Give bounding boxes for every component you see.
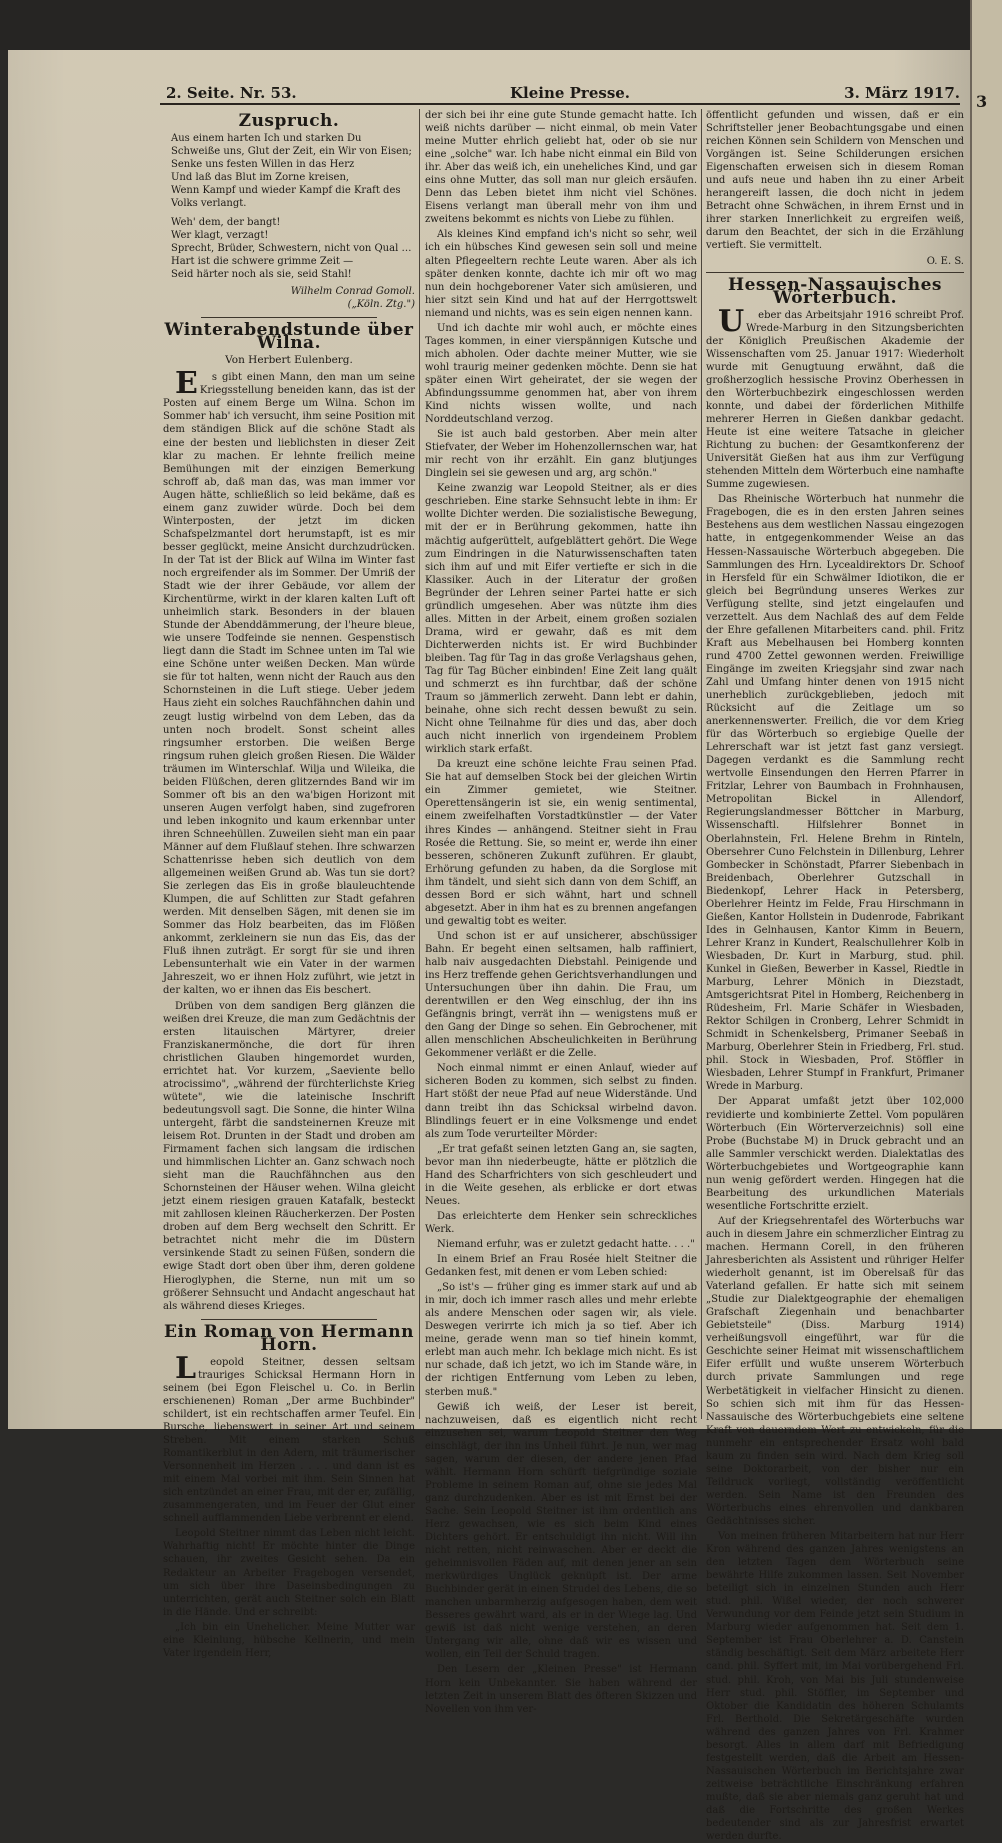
scan-top-background: [0, 0, 970, 50]
article-paragraph: Noch einmal nimmt er einen Anlauf, wieder auf sicheren Boden zu kommen, sich selbst zu finden. Hart stößt der neue Pfad auf neue Widerstände. Und dann treibt ihn das Schicksal wirbelnd davon. Blindlings feuert er in eine Volksmenge und endet als zum Tode verurteilter Mörder:: [425, 1063, 697, 1140]
column-3: [706, 109, 964, 1843]
poem-line: Schweiße uns, Glut der Zeit, ein Wir von Eisen;: [171, 146, 412, 158]
poem-line: Wer klagt, verzagt!: [171, 230, 269, 242]
article-paragraph: Auf der Kriegsehrentafel des Wörterbuchs war auch in diesem Jahre ein schmerzlicher Eintrag zu machen. Hermann Corell, in den früheren Jahresberichten als Assistent und rühriger Helfer wiederholt genannt, ist im Oberelsaß für das Vaterland gefallen. Er hatte sich mit seinem „Studie zur Dialektgeographie der ehemaligen Grafschaft Ziegenhain und benachbarter Gebietsteile" (Diss. Marburg 1914) verheißungsvoll eingeführt, war für die Geschichte seiner Heimat mit wissenschaftlichem Eifer erfüllt und wußte unserem Wörterbuch durch private Sammlungen und rege Werbetätigkeit in vielfacher Hinsicht zu dienen. So schien sich mit ihm für das Hessen-Nassauische des Wörterbuchgebiets eine seltene Kraft von dauerndem Wert zu entwickeln, für die nunmehr ein entsprechender Ersatz wohl bald kaum zu finden sein wird. Nach dem Krieg soll seine Doktorarbeit, von der bisher nur ein Teildruck vorliegt, vollständig veröffentlicht werden. Sein Name ist den Freunden des Wörterbuchs eines ehrenvollen und dankbaren Gedächtnisses sicher.: [706, 1215, 964, 1527]
poem-line: Seid härter noch als sie, seid Stahl!: [171, 269, 352, 281]
column-divider-1: [419, 109, 420, 1419]
header-rule: [160, 103, 960, 105]
article-paragraph: Als kleines Kind empfand ich's nicht so sehr, weil ich ein hübsches Kind gewesen sein soll und meine alten Pflegeeltern rechte Leute waren. Aber als ich später denken konnte, dachte ich mir oft wo mag nun dein hochgeborener Vater sich amüsieren, und hier sitzt sein Kind und hat auf der Herrgottswelt niemand und nichts, was es sein eigen nennen kann.: [425, 229, 697, 319]
article-paragraph: Und schon ist er auf unsicherer, abschüssiger Bahn. Er begeht einen seltsamen, halb raffiniert, halb naiv ausgedachten Diebstahl. Peinigende und ins Herz treffende gehen Gerichtsverhandlungen und Untersuchungen über ihn dahin. Die Frau, um derentwillen er den Weg einschlug, der ihn ins Gefängnis bringt, verrät ihn — wenigstens muß er den Gang der Dinge so sehen. Ein Gebrochener, mit allen menschlichen Abscheulichkeiten in Berührung Gekommener verläßt er die Zelle.: [425, 930, 697, 1060]
article-paragraph: Das erleichterte dem Henker sein schreckliches Werk.: [425, 1210, 697, 1235]
article-paragraph: Drüben von dem sandigen Berg glänzen die weißen drei Kreuze, die man zum Gedächtnis der ersten litauischen Märtyrer, dreier Franziskanermönche, die dort für ihren christlichen Glauben hingemordet wurden, errichtet hat. Vor kurzem, „Saeviente bello atrocissimo", „während der fürchterlichste Krieg wütete", wie die lateinische Inschrift bedeutungsvoll sagt. Die Sonne, die hinter Wilna untergeht, färbt die sandsteinernen Kreuze mit leisem Rot. Drunten in der Stadt und droben am Firmament fachen sich langsam die irdischen und himmlischen Lichter an. Ganz schwach noch sieht man die Rauchfähnchen aus den Schornsteinen der Häuser wehen. Wilna gleicht jetzt einem riesigen grauen Katafalk, besteckt mit zahllosen kleinen Räucherkerzen. Der Posten droben auf dem Berg wechselt den Schritt. Er betrachtet nicht mehr die im Düstern versinkende Stadt zu seinen Füßen, sondern die ewige Stadt dort oben über ihm, deren goldene Hieroglyphen, die Sterne, nun mit um so größerer Sehnsucht und Andacht angeschaut hat als während dieses Krieges.: [163, 1000, 415, 1312]
article-paragraph: Leopold Steitner nimmt das Leben nicht leicht. Wahrhaftig nicht! Er möchte hinter die Dinge schauen, ihr zweites Gesicht sehen. Da ein Redakteur an Arbeiter Fragebogen versendet, um sich über ihre Daseinsbedingungen zu unterrichten, gerät auch Steitner solch ein Blatt in die Hände. Und er schreibt:: [163, 1528, 415, 1618]
article-paragraph: Den Lesern der „Kleinen Presse" ist Hermann Horn kein Unbekannter. Sie haben während der letzten Zeit in unserem Blatt des öfteren Skizzen und Novellen von ihm ver-: [425, 1664, 697, 1715]
poem-line: Hart ist die schwere grimme Zeit —: [171, 256, 354, 268]
newspaper-title: Kleine Presse.: [510, 84, 631, 102]
poem-source: („Köln. Ztg."): [347, 299, 415, 311]
column-1: [163, 109, 415, 1659]
poem: [171, 132, 415, 281]
article-paragraph: Keine zwanzig war Leopold Steitner, als er dies geschrieben. Eine starke Sehnsucht lebte in ihm: Er wollte Dichter werden. Die sozialistische Bewegung, mit der er in Berührung gekommen, hatte ihn mächtig aufgerüttelt, aufgeblättert gehört. Die Wege zum Eindringen in die Naturwissenschaften taten sich ihm auf und mit Eifer vertiefte er sich in die Klassiker. Auch in der Literatur der großen Begründer der Lehren seiner Partei hatte er sich gründlich umgesehen. Aber was nützte ihm dies alles. Mitten in der Arbeit, einem großen sozialen Drama, wird er gewahr, daß es mit dem Dichterwerden nichts ist. Er wird Buchbinder bleiben. Tag für Tag in das große Verlagshaus gehen, Tag für Tag Bücher einbinden! Eine Zeit lang quält und schmerzt es ihn furchtbar, daß der schöne Traum so jämmerlich zerweht. Dann lebt er dahin, beinahe, ohne sich recht dessen bewußt zu sein. Nicht ohne Teilnahme für dies und das, aber doch auch nicht innerlich von irgendeinem Problem wirklich stark erfaßt.: [425, 483, 697, 756]
article-title-woerterbuch: Hessen-Nassauisches Wörterbuch.: [728, 274, 942, 308]
article-paragraph: „Ich bin ein Unehelicher. Meine Mutter war eine Kleinlung, hübsche Kellnerin, und mein Vater irgendein Herr,: [163, 1621, 415, 1659]
article-paragraph: Das Rheinische Wörterbuch hat nunmehr die Fragebogen, die es in den ersten Jahren seines Bestehens aus dem westlichen Nassau eingezogen hatte, in entgegenkommender Weise an das Hessen-Nassauische Wörterbuch abgegeben. Die Sammlungen des Hrn. Lycealdirektors Dr. Schoof in Hersfeld für ein Schwälmer Idiotikon, die er gleich bei Begründung unseres Werkes zur Verfügung stellte, sind jetzt eingelaufen und verzettelt. Aus dem Nachlaß des auf dem Felde der Ehre gefallenen Mitarbeiters cand. phil. Fritz Kraft aus Mebelhausen bei Homberg konnten rund 4700 Zettel gewonnen werden. Freiwillige Eingänge im zweiten Kriegsjahr sind zwar nach Zahl und Umfang hinter denen von 1915 nicht unerheblich zurückgeblieben, jedoch mit Rücksicht auf die Zeitlage um so anerkennenswerter. Freilich, die vor dem Krieg für das Wörterbuch so ergiebige Quelle der Lehrerschaft war ist jetzt fast ganz versiegt. Dagegen verdankt es die Sammlung recht wertvolle Einsendungen den Herren Pfarrer in Fritzlar, Lehrer von Baumbach in Frohnhausen, Metropolitan Bickel in Allendorf, Regierungslandmesser Böttcher in Marburg, Wissenschaftl. Hilfslehrer Bonnet in Oberlahnstein, Frl. Helene Brehm in Rinteln, Obersehrer Cuno Felchstein in Dillenburg, Lehrer Gombecker in Schönstadt, Pfarrer Siebenbach in Breidenbach, Oberlehrer Gutzschall in Biedenkopf, Lehrer Hack in Petersberg, Oberlehrer Heintz im Felde, Frau Hirschmann in Gießen, Kantor Hollstein in Dudenrode, Fabrikant Ides in Gelnhausen, Kantor Kimm in Beuern, Lehrer Kranz in Kundert, Realschullehrer Kolb in Wiesbaden, Dr. Kurt in Marburg, stud. phil. Kunkel in Gießen, Bewerber in Kassel, Riedtle in Marburg, Lehrer Mönich in Diezstadt, Amtsgerichtsrat Pitel in Homberg, Reichenberg in Rüdesheim, Frl. Marie Schäfer in Wiesbaden, Rektor Schilgen in Cronberg, Lehrer Schmidt in Schmidt in Schenkelsberg, Primaner Seebaß in Marburg, Oberlehrer Stein in Friedberg, Frl. stud. phil. Stock in Wiesbaden, Prof. Stöffler in Wiesbaden, Lehrer Stumpf in Frankfurt, Primaner Wrede in Marburg.: [706, 494, 964, 1093]
article-paragraph: „So ist's — früher ging es immer stark auf und ab in mir, doch ich immer rasch alles und mehr erlebte als andere Menschen oder sagen wir, als viele. Deswegen verirrte ich mich ja so tief. Aber ich meine, gerade wenn man so tief hinein kommt, erlebt man auch mehr. Ich beklage mich nicht. Es ist nur schade, daß ich jetzt, wo ich im Stande wäre, in der richtigen Entfernung vom Leben zu leben, sterben muß.": [425, 1282, 697, 1398]
article-paragraph: der sich bei ihr eine gute Stunde gemacht hatte. Ich weiß nichts darüber — nicht einmal, ob mein Vater meine Mutter ehrlich geliebt hat, oder ob sie nur eine „solche" war. Ich habe nicht einmal ein Bild von ihr. Aber das weiß ich, ein uneheliches Kind, und gar eins ohne Mutter, das soll man nur gleich ersäufen. Denn das Leben bietet ihm nicht viel Schönes. Eisens verlangt man überall mehr von ihm und zweitens bekommt es nichts von Liebe zu fühlen.: [425, 110, 697, 226]
article-paragraph: „Er trat gefaßt seinen letzten Gang an, sie sagten, bevor man ihn niederbeugte, hätte er plötzlich die Hand des Scharfrichters von sich geschleudert und in die Weite gesehen, als erblicke er dort etwas Neues.: [425, 1143, 697, 1207]
next-page-number: 3: [976, 92, 988, 111]
poem-title: Zuspruch.: [238, 111, 340, 131]
poem-line: Wenn Kampf und wieder Kampf die Kraft des Volks verlangt.: [171, 185, 401, 210]
article-paragraph: Es gibt einen Mann, den man um seine Kriegsstellung beneiden kann, das ist der Posten auf einem Berge um Wilna. Schon im Sommer hab' ich versucht, ihm seine Position mit dem ständigen Blick auf die schöne Stadt als eine der besten und lieblichsten in dieser Zeit klar zu machen. Er lehnte freilich meine Bemühungen mit der einzigen Bemerkung schroff ab, daß man das, was man immer vor Augen hätte, schließlich so leid bekäme, daß es einem ganz zuwider würde. Doch bei dem Winterposten, der jetzt im dicken Schafspelzmantel dort herumstapft, ist es mir besser geglückt, meine Ansicht durchzudrücken. In der Tat ist der Blick auf Wilna im Winter fast noch ergreifender als im Sommer. Der Umriß der Stadt wie der ihrer Gebäude, vor allem der Kirchentürme, wirkt in der klaren kalten Luft oft unheimlich stark. Besonders in der blauen Stunde der Abenddämmerung, der l'heure bleue, wie unsere Todfeinde sie nennen. Gespenstisch liegt dann die Stadt im Schnee unten im Tal wie eine Schöne unter weißen Decken. Man würde sie für tot halten, wenn nicht der Rauch aus den Schornsteinen in die Luft stiege. Ueber jedem Haus zieht ein solches Rauchfähnchen dahin und zeugt lustig wirbelnd von dem Leben, das da unten noch brodelt. Sonst scheint alles ringsumher erstorben. Die weißen Berge ringsum ruhen gleich großen Riesen. Die Wälder träumen im Winterschlaf. Wilja und Wileika, die beiden Flüßchen, deren glitzerndes Band wir im Sommer oft bis an den wa'bigen Horizont mit unseren Augen verfolgt haben, sind zugefroren und leben inkognito und kaum erkennbar unter ihren Schneehüllen. Zuweilen sieht man ein paar Männer auf dem Flußlauf stehen. Ihre schwarzen Schattenrisse heben sich deutlich von dem allgemeinen weißen Grund ab. Was tun sie dort? Sie zerlegen das Eis in große blauleuchtende Klumpen, die auf Schlitten zur Stadt gefahren werden. Mit denselben Sägen, mit denen sie im Sommer das Holz bearbeiten, das im Flößen ankommt, zerkleinern sie nun das Eis, das der Fluß ihnen zuträgt. Er sorgt für sie und ihren Lebensunterhalt wie ein Vater in der warmen Jahreszeit, wo er ihnen Holz zuführt, wie jetzt in der kalten, wo er ihnen das Eis beschert.: [163, 366, 415, 997]
poem-line: Und laß das Blut im Zorne kreisen,: [171, 172, 350, 184]
article-byline: Von Herbert Eulenberg.: [225, 354, 353, 367]
article-paragraph: Niemand erfuhr, was er zuletzt gedacht hatte. . . .": [437, 1238, 695, 1250]
poem-line: Weh' dem, der bangt!: [171, 217, 281, 229]
issue-date: 3. März 1917.: [844, 84, 960, 102]
poem-line: Sprecht, Brüder, Schwestern, nicht von Qual …: [171, 243, 412, 255]
article-paragraph: Da kreuzt eine schöne leichte Frau seinen Pfad. Sie hat auf demselben Stock bei der gleichen Wirtin ein Zimmer gemietet, wie Steitner. Operettensängerin ist sie, ein wenig sentimental, einem zweifelhaften Vorstadtkünstler — der Vater ihres Kindes — anhängend. Steitner sieht in Frau Rosée die Rettung. Sie, so meint er, werde ihn einer besseren, schöneren Zukunft zuführen. Er glaubt, Erhörung gefunden zu haben, da die Sorglose mit ihm tändelt, und sieht sich dann von dem Schiff, an dessen Bord er sich wähnt, hart und schnell abgesetzt. Aber in ihm hat es zu brennen angefangen und gewaltig tobt es weiter.: [425, 759, 697, 927]
next-page-edge: [970, 0, 1002, 1429]
article-paragraph: Gewiß ich weiß, der Leser ist bereit, nachzuweisen, daß es eigentlich nicht recht einzusehen sei, warum Leopold Steitner den Weg einschlägt, der ihn ins Unheil führt. Je nun, wer mag sagen, warum der diesen, der andere jenen Pfad wählt. Hermann Horn schürft tiefgründige soziale Probleme in seinem Roman auf, ohne sie jedes Mal ganz durchzudenken. Aber es ist mit Ernst bei der Sache. Sein Leopold Steitner ist ihm ordentlich ans Herz gewachsen, wie es sich beim Kind eines Dichters gehört. Er entschuldigt ihn nicht. Will ihn nicht retten, nicht reinwaschen. Aber er deckt die geheimnisvollen Fäden auf, mit denen jener an sein merkwürdiges Unglück geknüpft ist. Der arme Buchbinder gerät in einen Strudel des Lebens, die so manchen unbarmherzig aufgesogen haben, dem weit Besseres gewährt ward, als er in der Wiege lag. Und gewiß ist daß nicht wenige verstehen, an deren Untergang wir alle, ohne daß wir es wissen und wollen, ein Teil der Schuld tragen.: [425, 1401, 697, 1661]
column-divider-2: [701, 109, 702, 1419]
article-paragraph: Von meinen früheren Mitarbeitern hat nur Herr Kron während des ganzen Jahres wenigstens an den letzten Tagen dem Wörterbuch seine bewährte Hilfe zukommen lassen. Seit November beteiligt sich in einzelnen Stunden auch Herr stud. phil. Wißel wieder, der noch schwerer Verwundung vor dem Feinde jetzt sein Studium in Marburg wieder aufgenommen hat. Seit dem 1. September ist Frau Oberlehrer a. D. Canstein ständig beschäftigt. Seit dem März arbeitete Herr cand. phil. Syffert mit, im Mai vorübergehend Frl. stud. phil. Kroh, von Mai bis Juli stundenweise Herr stud. phil. Stöffler, im September und Oktober die Kandidatin des höheren Schulamts Frl. Berthold. Die Sekretärgeschäfte wurden während des ganzen Jahres von Frl. Krahmer besorgt. Alles in allem darf mit Befriedigung festgestellt werden, daß die Arbeit am Hessen-Nassauischen Wörterbuch im Berichtsjahre zwar zeitweise beträchtliche Einschränkung erfahren mußte, daß sie aber niemals ganz geruht hat und daß die Fortschritte des großen Werkes bedeutender sind als zur Jahresfrist erwartet werden durfte.: [706, 1531, 964, 1843]
article-title-roman: Ein Roman von Hermann Horn.: [164, 1321, 414, 1355]
section-divider: [201, 1319, 377, 1320]
column-2: [425, 109, 697, 1715]
article-paragraph: öffentlicht gefunden und wissen, daß er ein Schriftsteller jener Beobachtungsgabe und einen reichen Können sein Schildern von Menschen und Vorgängen ist. Seine Schilderungen ersichen Eigenschaften erweisen sich in diesem Roman und aufs neue und haben ihn zu einer Arbeit herangereift lassen, die doch nicht in jedem Betracht ohne Schwächen, in ihrem Ernst und in ihrer starken Innerlichkeit zu ergreifen weiß, darum den Beachtet, der sich in die Erzählung vertieft. Sie vermittelt.: [706, 110, 964, 252]
article-paragraph: Und ich dachte mir wohl auch, er möchte eines Tages kommen, in einer vierspännigen Kutsche und mich abholen. Oder dachte meiner Mutter, wie sie wohl traurig meiner gedenken möchte. Denn sie hat später einen Wirt geheiratet, der sie wegen der Abfindungssumme genommen hat, aber von ihrem Kind nichts wissen wollte, und nach Norddeutschland verzog.: [425, 322, 697, 426]
article-paragraph: Leopold Steitner, dessen seltsam trauriges Schicksal Hermann Horn in seinem (bei Egon Fleischel u. Co. in Berlin erschienenen) Roman „Der arme Buchbinder" schildert, ist ein rechtschaffen armer Teufel. Ein Bursche, liebenswert in seiner Art und seinem Streben. Mit einem starken Schuß Romantikerblut in den Adern, mit träumerischer Versonnenheit im Herzen . . . . und dann ist es mit einem Mal vorbei mit ihm. Sein Sinnen hat sich entzündet an einer Frau, mit der er, zufällig, zusammengeraten, und im Feuer der Glut einer schnell aufflammenden Liebe verbrennt er elend.: [163, 1350, 415, 1525]
poem-line: Senke uns festen Willen in das Herz: [171, 159, 355, 171]
article-paragraph: Sie ist auch bald gestorben. Aber mein alter Stiefvater, der Weber im Hohenzollernschen war, hat mir recht von ihr erzählt. Ein ganz blutjunges Dinglein sei sie gewesen und arg, arg schön.": [425, 429, 697, 480]
section-divider: [201, 317, 377, 318]
article-paragraph: In einem Brief an Frau Rosée hielt Steitner die Gedanken fest, mit denen er vom Leben schied:: [425, 1254, 697, 1279]
article-title-wilna: Winterabendstunde über Wilna.: [164, 320, 414, 354]
page-number: 2. Seite. Nr. 53.: [166, 84, 297, 102]
article-signature: O. E. S.: [926, 255, 964, 267]
section-divider: [706, 272, 964, 273]
poem-author: Wilhelm Conrad Gomoll.: [290, 286, 415, 298]
article-paragraph: Der Apparat umfaßt jetzt über 102,000 revidierte und kombinierte Zettel. Vom populären Wörterbuch (Ein Wörterverzeichnis) soll eine Probe (Buchstabe M) in Druck gebracht und an alle Sammler verschickt werden. Dialektatlas des Wörterbuchgebietes und Wortgeographie kann nun wenig gefördert werden. Hingegen hat die Bearbeitung des urkundlichen Materials wesentliche Fortschritte erzielt.: [706, 1096, 964, 1212]
article-paragraph: Ueber das Arbeitsjahr 1916 schreibt Prof. Wrede-Marburg in den Sitzungsberichten der Königlich Preußischen Akademie der Wissenschaften vom 25. Januar 1917: Wiederholt wurde mit Genugtuung erwähnt, daß die großherzoglich hessische Provinz Oberhessen in den Wörterbuchbezirk eingeschlossen werden konnte, und dabei der förderlichen Mithilfe mehrerer Herren in Gießen dankbar gedacht. Heute ist eine weitere Tatsache in gleicher Richtung zu buchen: der Gesamtkonferenz der Universität Gießen hat aus ihm zur Verfügung stehenden Mitteln dem Wörterbuch eine namhafte Summe zugewiesen.: [706, 303, 964, 491]
poem-line: Aus einem harten Ich und starken Du: [171, 133, 362, 145]
